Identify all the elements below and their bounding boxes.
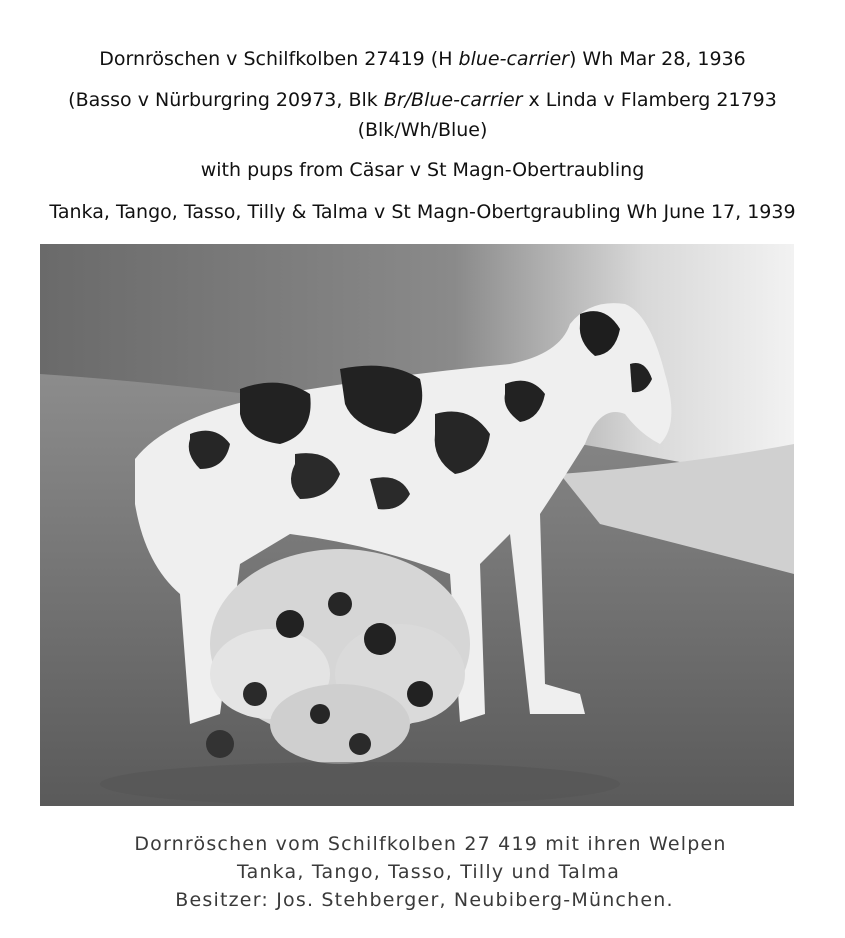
caption-line-3: Besitzer: Jos. Stehberger, Neubiberg-München. [175, 889, 674, 911]
header-line-5: Tanka, Tango, Tasso, Tilly & Talma v St Magn-Obertgraubling Wh June 17, 1939 [49, 201, 796, 223]
header-line-4: with pups from Cäsar v St Magn-Obertraubling [200, 159, 645, 181]
dog-photo [40, 244, 794, 806]
header-line-1: Dornröschen v Schilfkolben 27419 (H blue-carrier) Wh Mar 28, 1936 [99, 48, 746, 70]
header-line-3: (Blk/Wh/Blue) [357, 119, 488, 141]
caption-line-2: Tanka, Tango, Tasso, Tilly und Talma [236, 861, 621, 883]
header-italic-2: Br/Blue-carrier [383, 89, 523, 111]
header-line-2: (Basso v Nürburgring 20973, Blk Br/Blue-carrier x Linda v Flamberg 21793 [68, 89, 777, 111]
header-italic-1: blue-carrier [458, 48, 569, 70]
harlequin-great-dane-with-puppies-photo-icon [40, 244, 794, 806]
caption-line-1: Dornröschen vom Schilfkolben 27 419 mit ihren Welpen [134, 833, 727, 855]
